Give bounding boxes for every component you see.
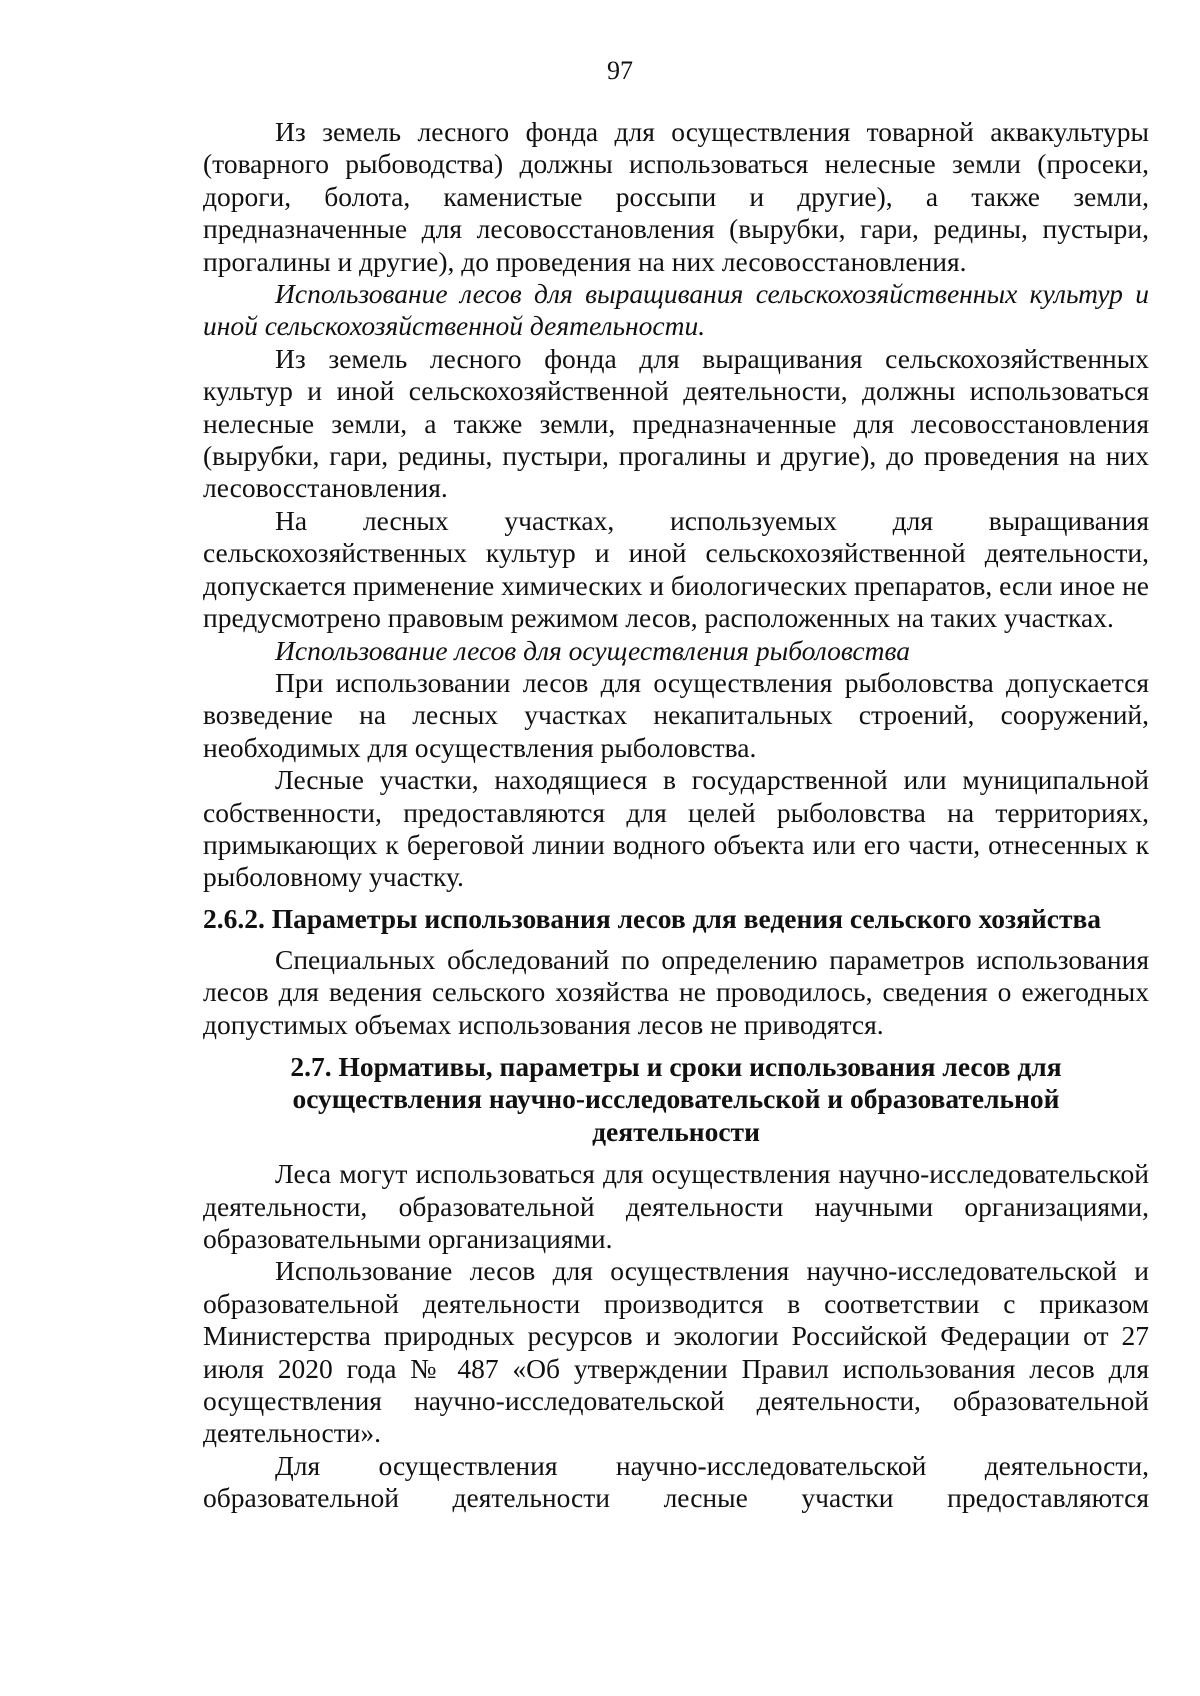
paragraph-research-use: Леса могут использоваться для осуществления научно-исследовательской деятельности, образовательной деятельности научными организациями, образовательными организациями. — [203, 1158, 1149, 1254]
page-number: 97 — [607, 56, 633, 85]
paragraph-agriculture-lands: Из земель лесного фонда для выращивания сельскохозяйственных культур и иной сельскохозяйственной деятельности, должны использоваться нелесные земли, а также земли, предназначенные для лесовосстановления (вырубки, гари, редины, пустыри, прогалины и другие), до проведения на них лесовосстановления. — [203, 342, 1149, 504]
subheading-fishing-use: Использование лесов для осуществления рыболовства — [275, 634, 910, 666]
section-heading-2-6-2: 2.6.2. Параметры использования лесов для ведения сельского хозяйства — [203, 902, 1102, 934]
paragraph-fishing-plots: Лесные участки, находящиеся в государственной или муниципальной собственности, предоставляются для целей рыболовства на территориях, примыкающих к береговой линии водного объекта или его части, отнесенных к рыболовному участку. — [203, 764, 1149, 893]
paragraph-chemical-preparations: На лесных участках, используемых для выращивания сельскохозяйственных культур и иной сельскохозяйственной деятельности, допускается применение химических и биологических препаратов, если иное не предусмотрено правовым режимом лесов, расположенных на таких участках. — [203, 504, 1149, 634]
section-heading-2-7: 2.7. Нормативы, параметры и сроки использования лесов для осуществления научно-исследовательской и образовательной деятельности — [290, 1050, 1062, 1147]
paragraph-research-plots: Для осуществления научно-исследовательской деятельности, образовательной деятельности лесные участки предоставляются — [203, 1449, 1149, 1514]
subheading-agriculture-use: Использование лесов для выращивания сельскохозяйственных культур и иной сельскохозяйственной деятельности. — [203, 278, 1149, 342]
paragraph-agriculture-parameters: Специальных обследований по определению параметров использования лесов для ведения сельского хозяйства не проводилось, сведения о ежегодных допустимых объемах использования лесов не приводятся. — [203, 943, 1149, 1040]
paragraph-aquaculture-lands: Из земель лесного фонда для осуществления товарной аквакультуры (товарного рыбоводства) должны использоваться нелесные земли (просеки, дороги, болота, каменистые россыпи и другие), а также земли, предназначенные для лесовосстановления (вырубки, гари, редины, пустыри, прогалины и другие), до проведения на них лесовосстановления. — [203, 116, 1149, 277]
document-body — [203, 116, 1149, 1515]
paragraph-research-order: Использование лесов для осуществления научно-исследовательской и образовательной деятельности производится в соответствии с приказом Министерства природных ресурсов и экологии Российской Федерации от 27 июля 2020 года № 487 «Об утверждении Правил использования лесов для осуществления научно-исследовательской деятельности, образовательной деятельности». — [203, 1255, 1149, 1449]
paragraph-fishing-structures: При использовании лесов для осуществления рыболовства допускается возведение на лесных участках некапитальных строений, сооружений, необходимых для осуществления рыболовства. — [203, 666, 1149, 763]
